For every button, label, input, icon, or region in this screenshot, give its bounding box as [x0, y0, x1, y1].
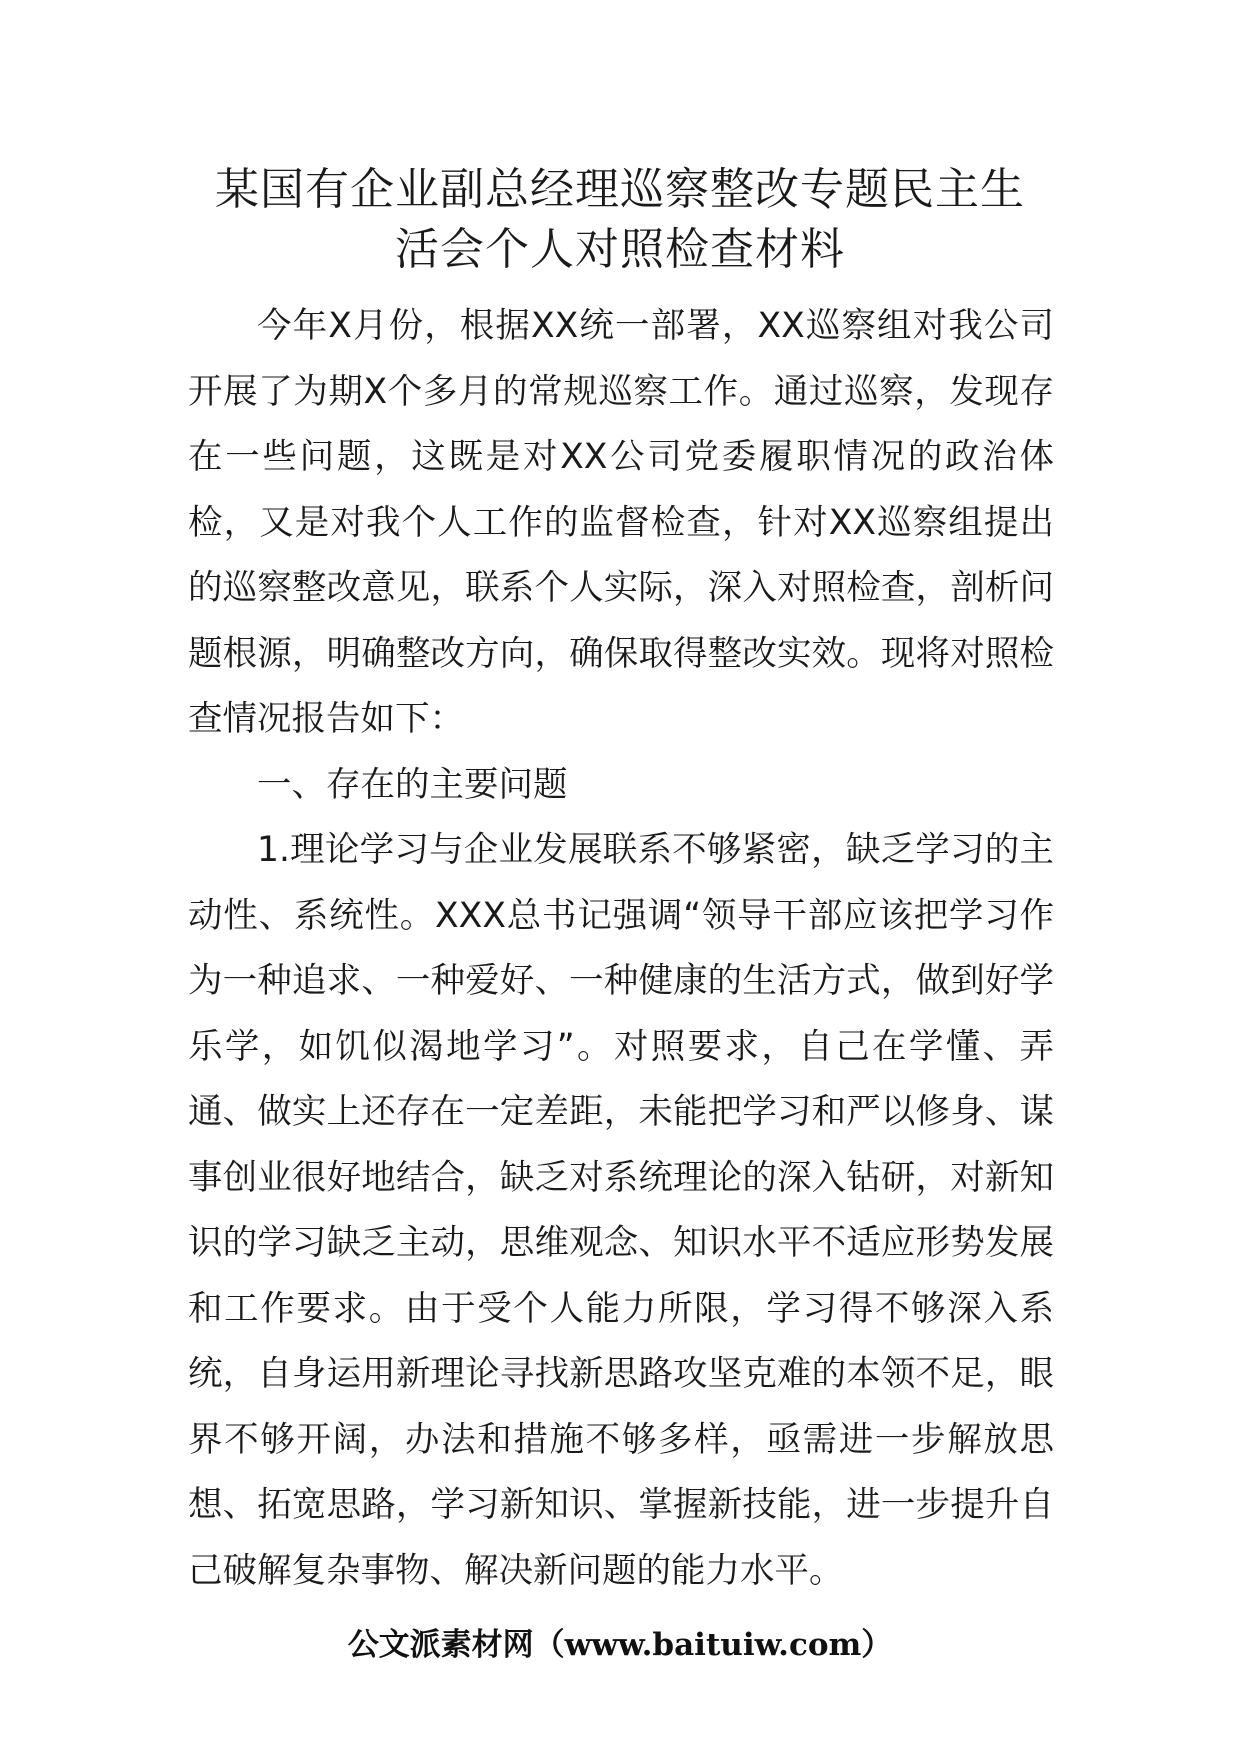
problem-paragraph-1: 1.理论学习与企业发展联系不够紧密，缺乏学习的主动性、系统性。XXX总书记强调“领导干部应该把学习作为一种追求、一种爱好、一种健康的生活方式，做到好学乐学，如饥似渴地学习”。对照要求，自己在学懂、弄通、做实上还存在一定差距，未能把学习和严以修身、谋事创业很好地结合，缺乏对系统理论的深入钻研，对新知识的学习缺乏主动，思维观念、知识水平不适应形势发展和工作要求。由于受个人能力所限，学习得不够深入系统，自身运用新理论寻找新思路攻坚克难的本领不足，眼界不够开阔，办法和措施不够多样，亟需进一步解放思想、拓宽思路，学习新知识、掌握新技能，进一步提升自己破解复杂事物、解决新问题的能力水平。	[188, 830, 1054, 1591]
intro-paragraph: 今年X月份，根据XX统一部署，XX巡察组对我公司开展了为期X个多月的常规巡察工作。通过巡察，发现存在一些问题，这既是对XX公司党委履职情况的政治体检，又是对我个人工作的监督检查，针对XX巡察组提出的巡察整改意见，联系个人实际，深入对照检查，剖析问题根源，明确整改方向，确保取得整改实效。现将对照检查情况报告如下：	[188, 306, 1054, 739]
footer-watermark: 公文派素材网（www.baituiw.com）	[347, 1627, 893, 1663]
title-line-1: 某国有企业副总经理巡察整改专题民主生	[215, 164, 1025, 215]
document-title	[180, 160, 1060, 280]
section-heading: 一、存在的主要问题	[257, 764, 568, 805]
title-line-2: 活会个人对照检查材料	[395, 224, 845, 275]
document-body	[188, 294, 1054, 1604]
